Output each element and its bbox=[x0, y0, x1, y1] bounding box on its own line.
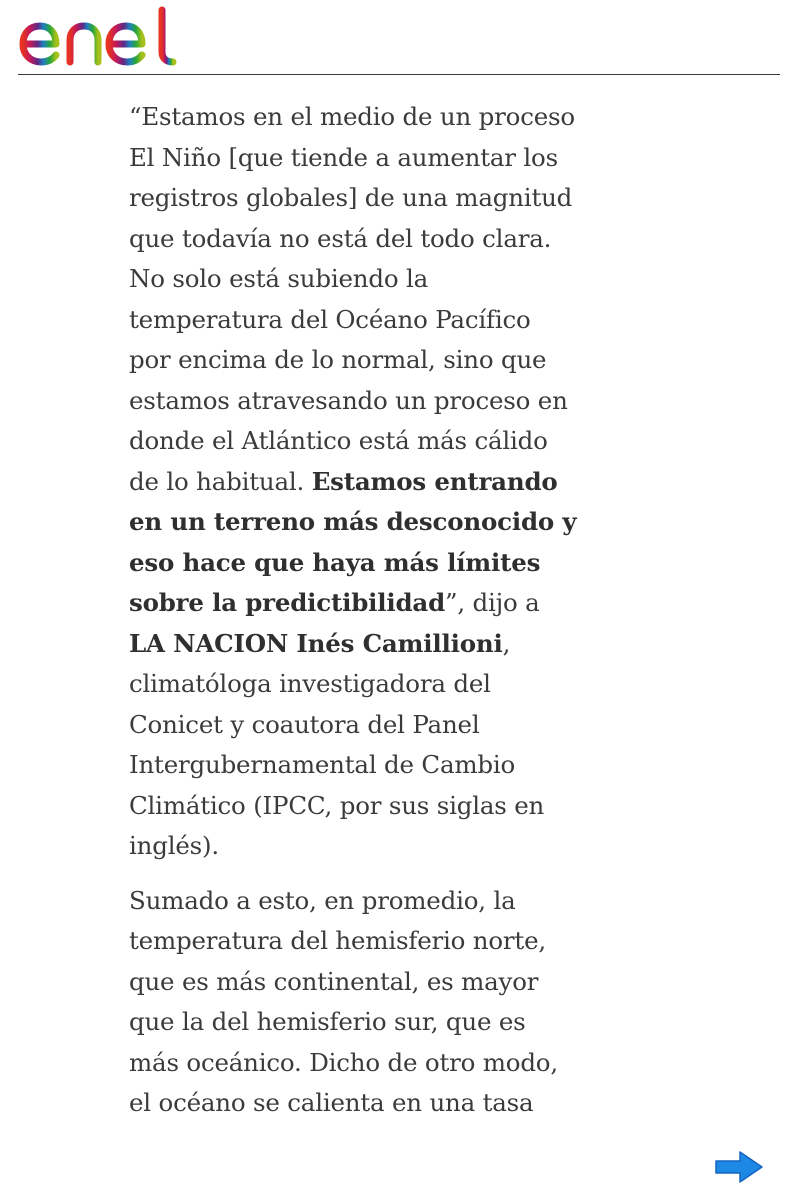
paragraph-text: , climatóloga investigadora del Conicet y coautora del Panel Intergubernamental de Cambio Climático (IPCC, por sus siglas en inglés). bbox=[129, 628, 545, 860]
arrow-right-icon bbox=[714, 1150, 764, 1184]
bold-text: LA NACION Inés Camillioni bbox=[129, 628, 503, 658]
enel-logo[interactable] bbox=[18, 4, 180, 70]
article-paragraph bbox=[129, 881, 579, 1124]
enel-logo-graphic bbox=[18, 4, 180, 66]
paragraph-text: Sumado a esto, en promedio, la temperatura del hemisferio norte, que es más continental, es mayor que la del hemisferio sur, que es más oceánico. Dicho de otro modo, el océano se calienta en una tasa bbox=[129, 885, 558, 1117]
article-paragraph bbox=[129, 97, 579, 867]
site-header bbox=[18, 0, 780, 75]
paragraph-text: ”, dijo a bbox=[445, 588, 540, 617]
bold-text: Estamos entrando en un terreno más desconocido y eso hace que haya más límites sobre la predictibilidad bbox=[129, 466, 577, 617]
next-page-button[interactable] bbox=[714, 1150, 764, 1184]
paragraph-text: “Estamos en el medio de un proceso El Niño [que tiende a aumentar los registros globales] de una magnitud que todavía no está del todo clara. No solo está subiendo la temperatura del Océano Pacífico por encima de lo normal, sino que estamos atravesando un proceso en donde el Atlántico está más cálido de lo habitual. bbox=[129, 102, 575, 496]
article-body bbox=[129, 97, 579, 1138]
